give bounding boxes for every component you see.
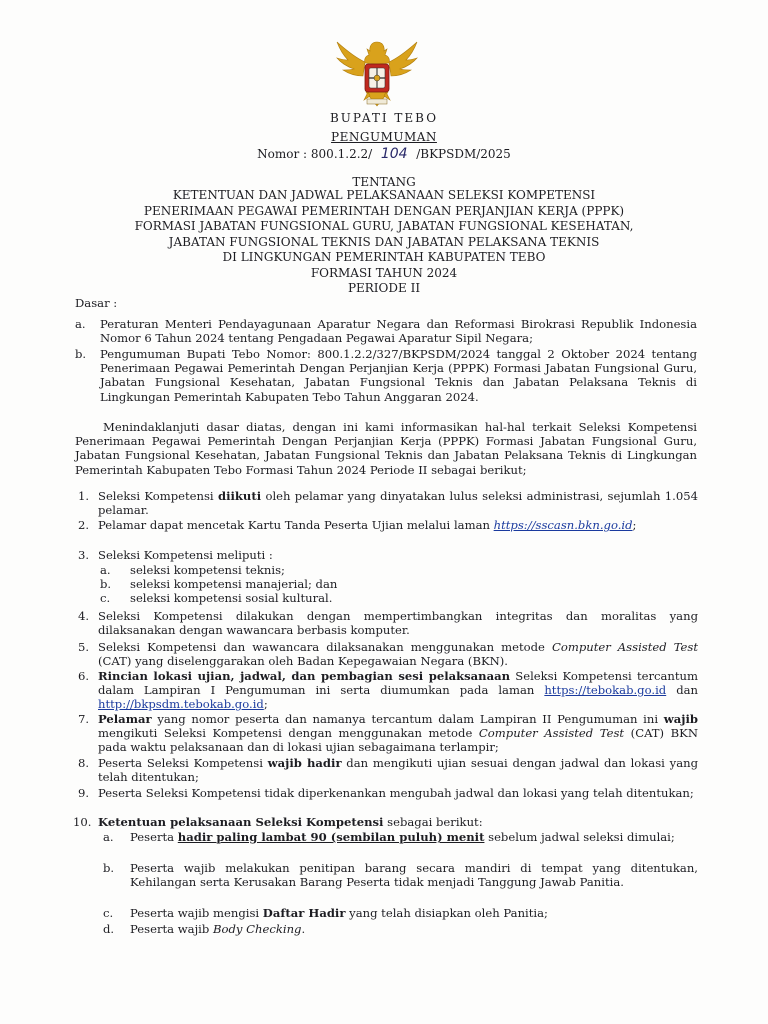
sub-text: seleksi kompetensi teknis; bbox=[130, 563, 285, 577]
sub-text: Peserta hadir paling lambat 90 (sembilan puluh) menit sebelum jadwal seleksi dimulai; bbox=[130, 830, 675, 844]
sub-text: seleksi kompetensi manajerial; dan bbox=[130, 577, 338, 591]
sub-marker: c. bbox=[103, 906, 114, 920]
title-line: FORMASI TAHUN 2024 bbox=[310, 265, 458, 280]
document-type: PENGUMUMAN bbox=[331, 130, 437, 144]
sub-text: Peserta wajib melakukan penitipan barang secara mandiri di tempat yang ditentukan, Kehilangan serta Kerusakan Barang Peserta tidak menjadi Tanggung Jawab Panitia. bbox=[130, 861, 698, 890]
title-line: DI LINGKUNGAN PEMERINTAH KABUPATEN TEBO bbox=[222, 250, 546, 264]
document-number bbox=[60, 146, 708, 162]
issuer-title: BUPATI TEBO bbox=[329, 111, 439, 125]
title-line: PENERIMAAN PEGAWAI PEMERINTAH DENGAN PERJANJIAN KERJA (PPPK) bbox=[143, 203, 625, 218]
item-number: 6. bbox=[78, 669, 90, 683]
item-number: 8. bbox=[78, 756, 90, 770]
item-number: 1. bbox=[78, 489, 90, 503]
sub-marker: d. bbox=[103, 922, 115, 936]
title-line: JABATAN FUNGSIONAL TEKNIS DAN JABATAN PELAKSANA TEKNIS bbox=[168, 234, 600, 249]
item-text: Seleksi Kompetensi meliputi : bbox=[98, 548, 273, 562]
sub-text: Peserta wajib Body Checking. bbox=[130, 922, 306, 936]
item-text: Ketentuan pelaksanaan Seleksi Kompetensi sebagai berikut: bbox=[98, 815, 483, 829]
item-text: Seleksi Kompetensi diikuti oleh pelamar yang dinyatakan lulus seleksi administrasi, sejumlah 1.054 pelamar. bbox=[98, 489, 698, 518]
item-text: Seleksi Kompetensi dan wawancara dilaksanakan menggunakan metode Computer Assisted Test (CAT) yang diselenggarakan oleh Badan Kepegawaian Negara (BKN). bbox=[98, 640, 699, 669]
item-number: 9. bbox=[78, 786, 90, 800]
nomor-prefix: Nomor : 800.1.2.2/ bbox=[257, 147, 373, 161]
sub-marker: c. bbox=[100, 591, 111, 605]
tentang-label: TENTANG bbox=[352, 175, 416, 189]
sub-marker: a. bbox=[100, 563, 111, 577]
sub-marker: b. bbox=[103, 861, 115, 875]
sub-marker: b. bbox=[100, 577, 112, 591]
announcement-title bbox=[60, 188, 708, 297]
item-number: 7. bbox=[78, 712, 90, 726]
item-number: 5. bbox=[78, 640, 90, 654]
item-marker: a. bbox=[75, 317, 86, 331]
item-number: 10. bbox=[73, 815, 92, 829]
item-text: Peserta Seleksi Kompetensi wajib hadir dan mengikuti ujian sesuai dengan jadwal dan lokasi yang telah ditentukan; bbox=[98, 756, 698, 785]
item-text: Peraturan Menteri Pendayagunaan Aparatur Negara dan Reformasi Birokrasi Republik Indonesia Nomor 6 Tahun 2024 tentang Pengadaan Pegawai Aparatur Sipil Negara; bbox=[100, 317, 697, 346]
item-text: Seleksi Kompetensi dilakukan dengan mempertimbangkan integritas dan moralitas yang dilaksanakan dengan wawancara berbasis komputer. bbox=[98, 609, 698, 638]
garuda-emblem-icon bbox=[334, 36, 420, 108]
nomor-handwritten: 104 bbox=[380, 146, 408, 162]
item-text: Pelamar dapat mencetak Kartu Tanda Peserta Ujian melalui laman https://sscasn.bkn.go.id; bbox=[98, 518, 637, 532]
item-number: 3. bbox=[78, 548, 90, 562]
sub-text: seleksi kompetensi sosial kultural. bbox=[130, 591, 333, 605]
item-number: 2. bbox=[78, 518, 90, 532]
title-line: PERIODE II bbox=[347, 281, 421, 295]
item-text: Peserta Seleksi Kompetensi tidak diperkenankan mengubah jadwal dan lokasi yang telah ditentukan; bbox=[98, 786, 694, 800]
intro-paragraph: Menindaklanjuti dasar diatas, dengan ini kami informasikan hal-hal terkait Seleksi Kompetensi Penerimaan Pegawai Pemerintah Dengan Perjanjian Kerja (PPPK) Formasi Jabatan Fungsional Guru, Jabatan Fungsional Kesehatan, Jabatan Fungsional Teknis dan Jabatan Pelaksana Teknis di Lingkungan Pemerintah Kabupaten Tebo Formasi Tahun 2024 Periode II sebagai berikut; bbox=[75, 420, 697, 477]
sub-text: Peserta wajib mengisi Daftar Hadir yang telah disiapkan oleh Panitia; bbox=[130, 906, 548, 920]
item-text: Rincian lokasi ujian, jadwal, dan pembagian sesi pelaksanaan Seleksi Kompetensi tercantum dalam Lampiran I Pengumuman ini serta diumumkan pada laman https://tebokab.go.id dan http://bkpsdm.tebokab.go.id; bbox=[98, 669, 698, 712]
nomor-suffix: /BKPSDM/2025 bbox=[416, 147, 511, 161]
sub-marker: a. bbox=[103, 830, 114, 844]
dasar-label: Dasar : bbox=[75, 296, 118, 310]
title-line: FORMASI JABATAN FUNGSIONAL GURU, JABATAN FUNGSIONAL KESEHATAN, bbox=[134, 219, 634, 233]
tebokab-link[interactable]: https://tebokab.go.id bbox=[544, 683, 667, 698]
sscasn-link[interactable]: https://sscasn.bkn.go.id bbox=[493, 518, 633, 532]
item-number: 4. bbox=[78, 609, 90, 623]
title-line: KETENTUAN DAN JADWAL PELAKSANAAN SELEKSI KOMPETENSI bbox=[172, 188, 596, 202]
item-text: Pengumuman Bupati Tebo Nomor: 800.1.2.2/327/BKPSDM/2024 tanggal 2 Oktober 2024 tentang Penerimaan Pegawai Pemerintah Dengan Perjanjian Kerja (PPPK) Formasi Jabatan Fungsional Guru, Jabatan Fungsional Kesehatan, Jabatan Fungsional Teknis dan Jabatan Pelaksana Teknis di Lingkungan Pemerintah Kabupaten Tebo Tahun Anggaran 2024. bbox=[100, 347, 697, 404]
item-marker: b. bbox=[75, 347, 87, 361]
bkpsdm-link[interactable]: http://bkpsdm.tebokab.go.id bbox=[98, 697, 264, 712]
item-text: Pelamar yang nomor peserta dan namanya tercantum dalam Lampiran II Pengumuman ini wajib mengikuti Seleksi Kompetensi dengan menggunakan metode Computer Assisted Test (CAT) BKN pada waktu pelaksanaan dan di lokasi ujian sebagaimana terlampir; bbox=[98, 712, 698, 755]
